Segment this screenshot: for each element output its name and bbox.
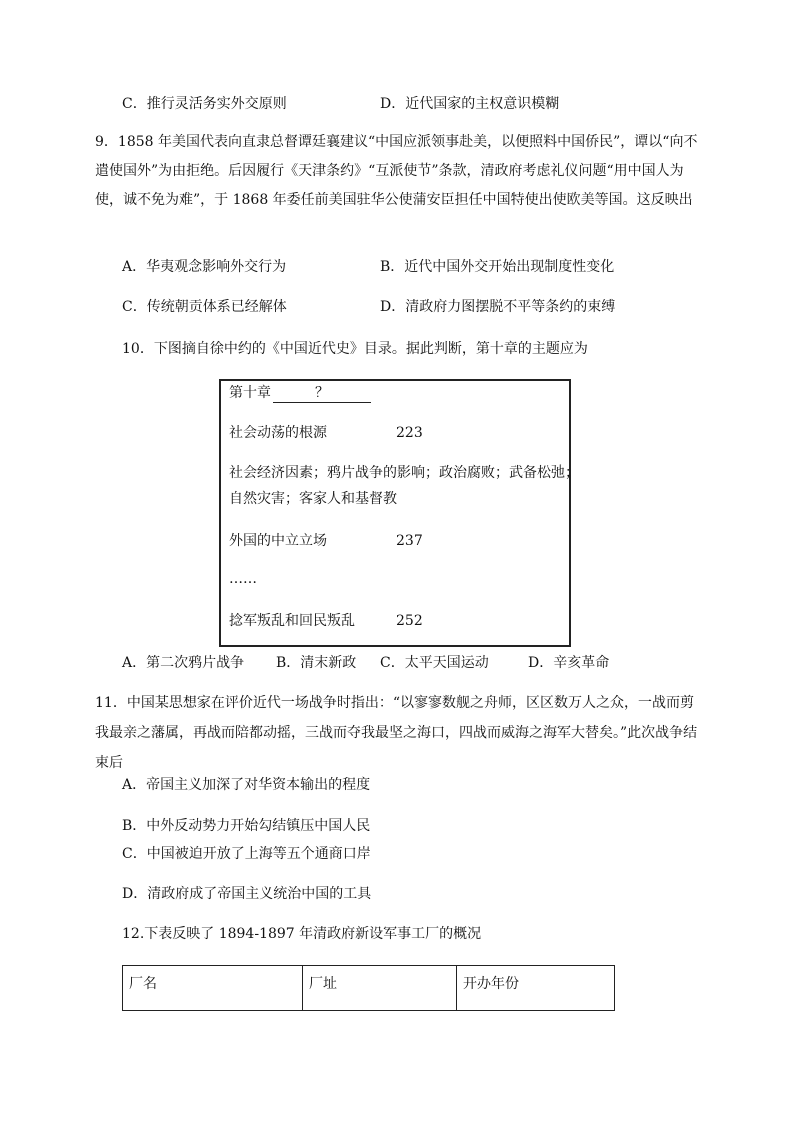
header-founding-year: 开办年份 xyxy=(457,966,615,1011)
toc-item-3: 自然灾害；客家人和基督教 xyxy=(229,491,397,507)
toc-item-4: 外国的中立立场 xyxy=(229,533,327,549)
toc-item-5: 捻军叛乱和回民叛乱 xyxy=(229,613,355,629)
toc-chapter-label: 第十章 xyxy=(229,385,271,401)
q11-option-d: D．清政府成了帝国主义统治中国的工具 xyxy=(122,886,372,902)
q10-option-c: C．太平天国运动 xyxy=(380,655,489,671)
q12-stem: 12.下表反映了 1894-1897 年清政府新设军事工厂的概况 xyxy=(122,926,482,942)
toc-blank: ？ xyxy=(273,385,371,403)
q9-stem: 9．1858 年美国代表向直隶总督谭廷襄建议“中国应派领事赴美，以便照料中国侨民”，谭以“向不遣使国外”为由拒绝。后因履行《天津条约》“互派使节”条款，清政府考虑礼仪问题“用中国人为使，诚不免为难”，于 1868 年委任前美国驻华公使蒲安臣担任中国特使出使欧美等国。这反映出 xyxy=(95,134,698,208)
toc-item-1: 社会动荡的根源 xyxy=(229,425,327,441)
q9-option-b: B．近代中国外交开始出现制度性变化 xyxy=(380,259,615,275)
q10-option-b: B．清末新政 xyxy=(276,655,357,671)
toc-item-2: 社会经济因素；鸦片战争的影响；政治腐败；武备松弛； xyxy=(229,465,579,481)
q10-option-a: A．第二次鸦片战争 xyxy=(122,655,245,671)
q11-option-c: C．中国被迫开放了上海等五个通商口岸 xyxy=(122,846,371,862)
header-factory-name: 厂名 xyxy=(123,966,303,1011)
toc-page-4: 237 xyxy=(396,533,423,549)
q10-option-d: D．辛亥革命 xyxy=(528,655,610,671)
q10-stem: 10．下图摘自徐中约的《中国近代史》目录。据此判断，第十章的主题应为 xyxy=(122,341,588,357)
q11-stem: 11．中国某思想家在评价近代一场战争时指出：“以寥寥数舰之舟师，区区数万人之众，一战而剪我最亲之藩属，再战而陪都动摇，三战而夺我最坚之海口，四战而威海之海军大替矣。”此次战争结束后 xyxy=(95,695,698,771)
toc-chapter-heading xyxy=(229,383,371,403)
toc-page-5: 252 xyxy=(396,613,423,629)
q8-option-d: D．近代国家的主权意识模糊 xyxy=(380,96,560,112)
table-of-contents-box xyxy=(219,379,579,647)
toc-ellipsis: …… xyxy=(229,571,257,587)
q9-option-a: A．华夷观念影响外交行为 xyxy=(122,259,287,275)
table-header-row xyxy=(123,966,615,1011)
q9-option-c: C．传统朝贡体系已经解体 xyxy=(122,299,287,315)
toc-page-1: 223 xyxy=(396,425,423,441)
q9-option-d: D．清政府力图摆脱不平等条约的束缚 xyxy=(380,299,616,315)
q8-option-c: C．推行灵活务实外交原则 xyxy=(122,96,287,112)
q11-option-a: A．帝国主义加深了对华资本输出的程度 xyxy=(122,777,371,793)
header-factory-location: 厂址 xyxy=(303,966,457,1011)
factory-table xyxy=(122,965,615,1011)
q11-option-b: B．中外反动势力开始勾结镇压中国人民 xyxy=(122,818,371,834)
